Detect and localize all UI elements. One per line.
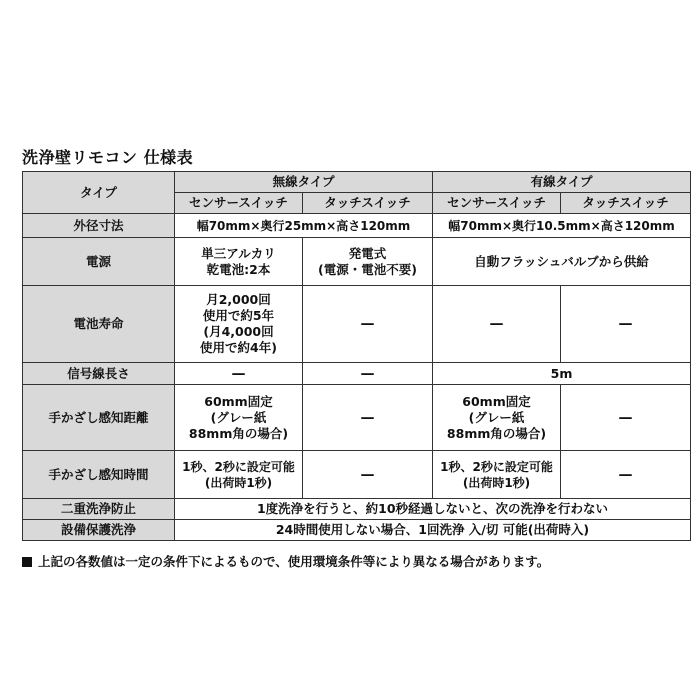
header-wired-sensor: センサースイッチ [433, 193, 561, 214]
row-label-hand-distance: 手かざし感知距離 [23, 385, 175, 451]
cell-power-wired: 自動フラッシュバルブから供給 [433, 238, 691, 286]
header-row-1 [23, 172, 691, 193]
cell-time-wireless-sensor: 1秒、2秒に設定可能 (出荷時1秒) [175, 451, 303, 499]
header-wireless-touch: タッチスイッチ [303, 193, 433, 214]
cell-battery-wireless-touch: — [303, 286, 433, 363]
row-label-signal-cable: 信号線長さ [23, 363, 175, 385]
row-battery-life [23, 286, 691, 363]
page-title: 洗浄壁リモコン 仕様表 [22, 148, 194, 167]
cell-battery-wireless-sensor: 月2,000回 使用で約5年 (月4,000回 使用で約4年) [175, 286, 303, 363]
cell-time-wired-sensor: 1秒、2秒に設定可能 (出荷時1秒) [433, 451, 561, 499]
row-label-battery-life: 電池寿命 [23, 286, 175, 363]
spec-table [22, 171, 691, 541]
row-label-dimensions: 外径寸法 [23, 214, 175, 238]
cell-battery-wired-touch: — [561, 286, 691, 363]
cell-time-wireless-touch: — [303, 451, 433, 499]
row-maintenance [23, 520, 691, 541]
row-double-flush [23, 499, 691, 520]
header-wireless: 無線タイプ [175, 172, 433, 193]
header-wireless-sensor: センサースイッチ [175, 193, 303, 214]
footnote [22, 552, 549, 570]
cell-signal-wired: 5m [433, 363, 691, 385]
header-type: タイプ [23, 172, 175, 214]
cell-distance-wired-touch: — [561, 385, 691, 451]
cell-dimensions-wired: 幅70mm×奥行10.5mm×高さ120mm [433, 214, 691, 238]
cell-power-wireless-sensor: 単三アルカリ 乾電池:2本 [175, 238, 303, 286]
cell-distance-wired-sensor: 60mm固定 (グレー紙 88mm角の場合) [433, 385, 561, 451]
row-hand-distance [23, 385, 691, 451]
row-label-hand-time: 手かざし感知時間 [23, 451, 175, 499]
row-power [23, 238, 691, 286]
cell-power-wireless-touch: 発電式 (電源・電池不要) [303, 238, 433, 286]
cell-battery-wired-sensor: — [433, 286, 561, 363]
cell-signal-wireless-touch: — [303, 363, 433, 385]
cell-dimensions-wireless: 幅70mm×奥行25mm×高さ120mm [175, 214, 433, 238]
row-label-double-flush: 二重洗浄防止 [23, 499, 175, 520]
cell-time-wired-touch: — [561, 451, 691, 499]
cell-double-flush: 1度洗浄を行うと、約10秒経過しないと、次の洗浄を行わない [175, 499, 691, 520]
row-label-power: 電源 [23, 238, 175, 286]
header-wired: 有線タイプ [433, 172, 691, 193]
cell-distance-wireless-touch: — [303, 385, 433, 451]
cell-maintenance: 24時間使用しない場合、1回洗浄 入/切 可能(出荷時入) [175, 520, 691, 541]
cell-signal-wireless-sensor: — [175, 363, 303, 385]
row-dimensions [23, 214, 691, 238]
square-bullet-icon [22, 557, 32, 567]
row-hand-time [23, 451, 691, 499]
row-label-maintenance: 設備保護洗浄 [23, 520, 175, 541]
header-wired-touch: タッチスイッチ [561, 193, 691, 214]
cell-distance-wireless-sensor: 60mm固定 (グレー紙 88mm角の場合) [175, 385, 303, 451]
row-signal-cable [23, 363, 691, 385]
footnote-text: 上記の各数値は一定の条件下によるもので、使用環境条件等により異なる場合があります。 [38, 554, 550, 569]
